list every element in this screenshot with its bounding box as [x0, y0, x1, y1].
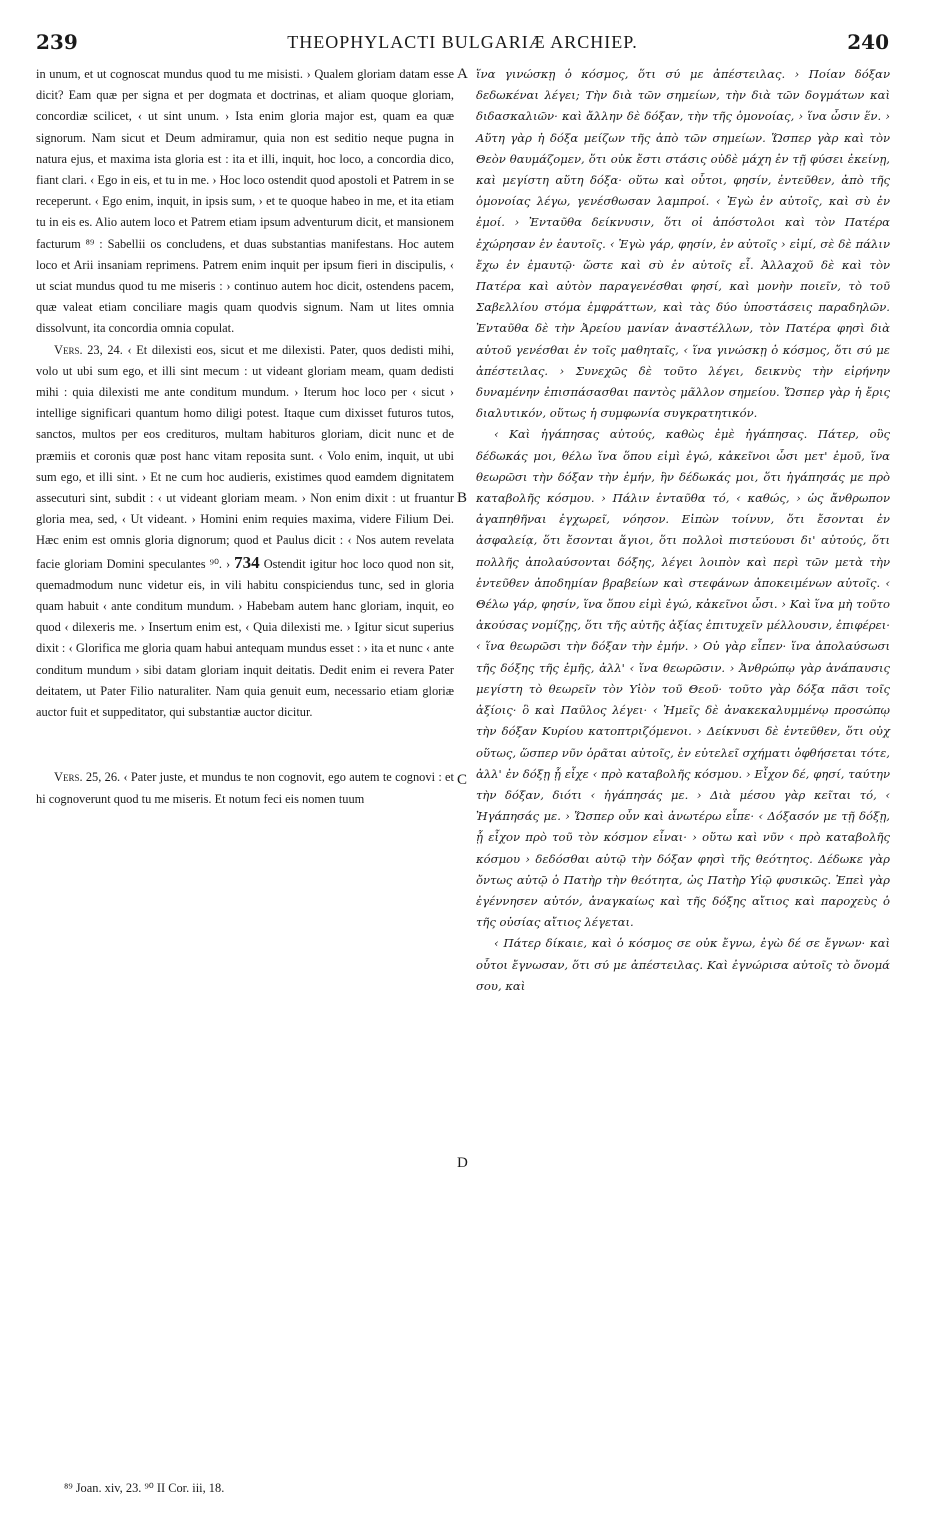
running-header [36, 30, 889, 64]
margin-letter-b: B [457, 490, 468, 506]
latin-text: Ostendit igitur hoc loco quod non sit, quemadmodum nunc videtur eis, in vili habitu conspiciendus tunc, sed in gloria quam habuit ‹ ante conditum mundum. › Habebam autem hanc gloriam, inquit, eo quod ‹ dilexeris me. › Insertum enim est, ‹ Quia dilexisti me. › Igitur sicut superius dixit : ‹ Glorifica me gloria quam habui antequam mundus esset : › ita et nunc ‹ ante conditum mundum › sibi datam gloriam inquit deitatis. Dedit enim ei revera Pater deitatem, ut Pater Filio naturaliter. Nam quia genuit eum, necessario etiam gloriæ auctor fuit et suppeditator, qui substantiæ auctor dicitur. [36, 556, 454, 720]
margin-letter-c: C [457, 772, 468, 788]
latin-text: ‹ Et dilexisti eos, sicut et me dilexisti. Pater, quos dedisti mihi, volo ut ubi sum ego, et illi sint mecum : ut videant gloriam meam, quam dedisti mihi : quia dilexisti me ante conditum mundum. › Iterum hoc loco per ‹ sicut › intellige significari quantum homo diligi potest. Itaque cum dixisset futuros tutos, sanctos, multos per eos credituros, multam habituros gloriam, dicit nunc et de præmiis et coronis quæ post hanc vitam reposita sunt. ‹ Volo enim, inquit, ut ubi sum ego, et illi sint. › Et ne cum hoc audieris, existimes quod eamdem dignitatem assecuturi sint, subdit : ‹ ut videant gloriam meam. › Non enim dixit : ut fruantur gloria mea, sed, ‹ Ut videant. › Homini enim requies maxima, videre Filium Dei. Hæc enim est omnis gloria dignorum; quod et Paulus dicit : ‹ Nos autem revelata facie gloriam Domini speculantes ⁹⁰. › [36, 342, 454, 571]
greek-paragraph-1: ἵνα γινώσκῃ ὁ κόσμος, ὅτι σύ με ἀπέστειλας. › Ποίαν δόξαν δεδωκέναι λέγει; Τὴν διὰ τῶν σημείων, τὴν διὰ τῶν δογμάτων καὶ διδασκαλιῶν· καὶ ἄλλην δὲ δόξαν, τὴν τῆς ὁμονοίας, › ἵνα ὦσιν ἕν. › Αὕτη γὰρ ἡ δόξα μείζων τῆς ἀπὸ τῶν σημείων. Ὥσπερ γὰρ καὶ τὸν Θεὸν θαυμάζομεν, ὅτι οὐκ ἔστι στάσις οὐδὲ μάχη ἐν τῇ φύσει ἐκείνῃ, καὶ μεγίστη αὕτη δόξα· οὕτω καὶ οὗτοι, φησίν, ἐντεῦθεν, ἀπὸ τῆς ὁμονοίας λέγω, γενέσθωσαν λαμπροί. ‹ Ἐγὼ ἐν αὐτοῖς, καὶ σὺ ἐν ἐμοί. › Ἐνταῦθα δείκνυσιν, ὅτι οἱ ἀπόστολοι καὶ τὸν Πατέρα ἐχώρησαν ἐν ἑαυτοῖς. ‹ Ἐγὼ γάρ, φησίν, ἐν αὐτοῖς › εἰμί, σὲ δὲ πάλιν ἔχω ἐν ἐμαυτῷ· ὥστε καὶ σὺ ἐν αὐτοῖς εἶ. Ἀλλαχοῦ δὲ καὶ τὸν Πατέρα καὶ αὐτὸν παραγενέσθαι φησί, καὶ μονὴν ποιεῖν, τὸ τοῦ Σαβελλίου στόμα ἐμφράττων, καὶ τὰς δύο ὑποστάσεις παραδηλῶν. Ἐνταῦθα δὲ τὴν Ἀρείου μανίαν ἀναστέλλων, τὸν Πατέρα φησὶ διὰ αὐτοῦ γενέσθαι ἐν τοῖς μαθηταῖς, ‹ ἵνα γινώσκῃ ὁ κόσμος, ὅτι σύ με ἀπέστειλας. › Συνεχῶς δὲ τοῦτο λέγει, δεικνὺς τὴν εἰρήνην δυναμένην ἐπισπάσασθαι παντὸς μᾶλλον σημείου. Ὥσπερ γὰρ ἡ ἔρις διαλυτικόν, οὕτως ἡ συμφωνία συγκρατητικόν. [476, 67, 890, 421]
latin-column [36, 64, 454, 810]
greek-paragraph-2: ‹ Καὶ ἠγάπησας αὐτούς, καθὼς ἐμὲ ἠγάπησας. Πάτερ, οὓς δέδωκάς μοι, θέλω ἵνα ὅπου εἰμὶ ἐγώ, κἀκεῖνοι ὦσι μετ' ἐμοῦ, ἵνα θεωρῶσι τὴν δόξαν τὴν ἐμήν, ἣν δέδωκάς μοι, ὅτι ἠγάπησάς με πρὸ καταβολῆς κόσμου. › Πάλιν ἐνταῦθα τό, ‹ καθώς, › ὡς ἄνθρωπον ἀγαπηθῆναι ἐγχωρεῖ, νόησον. Εἰπὼν τοίνυν, ὅτι ἔσονται ἐν ἀσφαλείᾳ, ὅτι ἔσονται ἅγιοι, ὅτι πολλοὶ πιστεύουσι δι' αὐτούς, ὅτι πολλῆς ἀπολαύσονται δόξης, λέγει λοιπὸν καὶ περὶ τῶν μετὰ τὴν ἐντεῦθεν ἀποδημίαν βραβείων καὶ στεφάνων ἀποκειμένων αὐτοῖς. ‹ Θέλω γάρ, φησίν, ἵνα ὅπου εἰμὶ ἐγώ, κἀκεῖνοι ὦσι. › Καὶ ἵνα μὴ τοῦτο ἀκούσας νομίζῃς, ὅτι τῆς αὐτῆς ἀξίας ἐπιτυχεῖν μέλλουσιν, ἐπιφέρει· ‹ ἵνα θεωρῶσι τὴν δόξαν τὴν ἐμήν. › Οὐ γὰρ εἶπεν· ἵνα ἀπολαύσωσι τῆς δόξης τῆς ἐμῆς, ἀλλ' ‹ ἵνα θεωρῶσιν. › Ἀνθρώπῳ γὰρ ἀνάπαυσις μεγίστη τὸ θεωρεῖν τὸν Υἱὸν τοῦ Θεοῦ· τοῦτο γὰρ δόξα πᾶσι τοῖς ἀξίοις· ὃ καὶ Παῦλος λέγει· ‹ Ἡμεῖς δὲ ἀνακεκαλυμμένῳ προσώπῳ τὴν δόξαν Κυρίου κατοπτριζόμενοι. › Δείκνυσι δὲ ἐντεῦθεν, ὅτι οὐχ οὕτως, ὥσπερ νῦν ὁρᾶται αὐτοῖς, ἐν εὐτελεῖ σχήματι ὀφθήσεται τότε, ἀλλ' ἐν δόξῃ ᾗ εἶχε ‹ πρὸ καταβολῆς κόσμου. › Εἶχον δέ, φησί, ταύτην τὴν δόξαν, διότι ‹ ἠγάπησάς με. › Διὰ μέσου γὰρ κεῖται τό, ‹ Ἠγάπησάς με. › Ὥσπερ οὖν καὶ ἀνωτέρω εἶπε· ‹ Δόξασόν με τῇ δόξῃ, ᾗ εἶχον πρὸ τοῦ τὸν κόσμον εἶναι· › οὕτω καὶ νῦν ‹ πρὸ καταβολῆς κόσμου › δεδόσθαι αὐτῷ τὴν δόξαν φησὶ τῆς θεότητος. Δέδωκε γὰρ ὄντως αὐτῷ ὁ Πατὴρ τὴν θεότητα, ὡς Πατὴρ Υἱῷ φυσικῶς. Ἐπεὶ γὰρ ἐγέννησεν αὐτόν, ἀναγκαίως καὶ τῆς δόξης αἴτιος καὶ παροχεὺς ὁ τῆς οὐσίας αἴτιος λέγεται. [476, 427, 890, 930]
latin-paragraph-2 [36, 340, 454, 724]
column-number: 734 [234, 552, 260, 572]
margin-letter-d: D [457, 1155, 468, 1171]
greek-column [476, 64, 890, 997]
latin-text: ‹ Pater juste, et mundus te non cognovit, ego autem te cognovi : et hi cognoverunt quod tu me miseris. Et notum feci eis nomen tuum [36, 770, 455, 806]
page-number-right: 240 [847, 30, 889, 54]
verse-label: Vers. 23, 24. [54, 342, 123, 357]
latin-paragraph-1: in unum, et ut cognoscat mundus quod tu me misisti. › Qualem gloriam datam esse dicit? Eam quæ per signa et per dogmata et doctrinas, et aliam quoque gloriam, concordiæ scilicet, ‹ ut sint unum. › Ista enim gloria major est, quam ea quæ signorum. Nam sicut et Deum admiramur, quia non est seditio neque pugna in natura ejus, et maxima ista gloria est : ita et illi, inquit, hoc loco, a concordia dico, fiant clari. ‹ Ego in eis, et tu in me. › Hoc loco ostendit quod apostoli et Patrem in se receperunt. ‹ Ego enim, inquit, in ipsis sum, › et te quoque habeo in me, et ita etiam tu in eis es. Alio autem loco et Patrem etiam ipsum adventurum dicit, et mansionem facturum ⁸⁹ : Sabellii os concludens, et duas substantias manifestans. Hoc autem loco et Arii insaniam reprimens. Patrem enim inquit per ipsum fieri in discipulis, ‹ ut sciat mundus quod tu me miseris : › continuo autem hoc dicit, ostendens pacem, quæ valeat etiam conciliare magis quam quodvis signum. Nam ut lites omnia dissolvunt, ita concordia omnia copulat. [36, 67, 454, 336]
page-number-left: 239 [36, 30, 78, 54]
verse-label: Vers. 25, 26. [54, 770, 121, 785]
footnotes: ⁸⁹ Joan. xiv, 23. ⁹⁰ II Cor. iii, 18. [64, 1481, 225, 1495]
latin-paragraph-3 [36, 767, 454, 809]
margin-letter-a: A [457, 66, 468, 82]
greek-paragraph-3: ‹ Πάτερ δίκαιε, καὶ ὁ κόσμος σε οὐκ ἔγνω, ἐγὼ δέ σε ἔγνων· καὶ οὗτοι ἔγνωσαν, ὅτι σύ με ἀπέστειλας. Καὶ ἐγνώρισα αὐτοῖς τὸ ὄνομά σου, καὶ [476, 936, 890, 993]
running-title: THEOPHYLACTI BULGARIÆ ARCHIEP. [287, 32, 638, 52]
